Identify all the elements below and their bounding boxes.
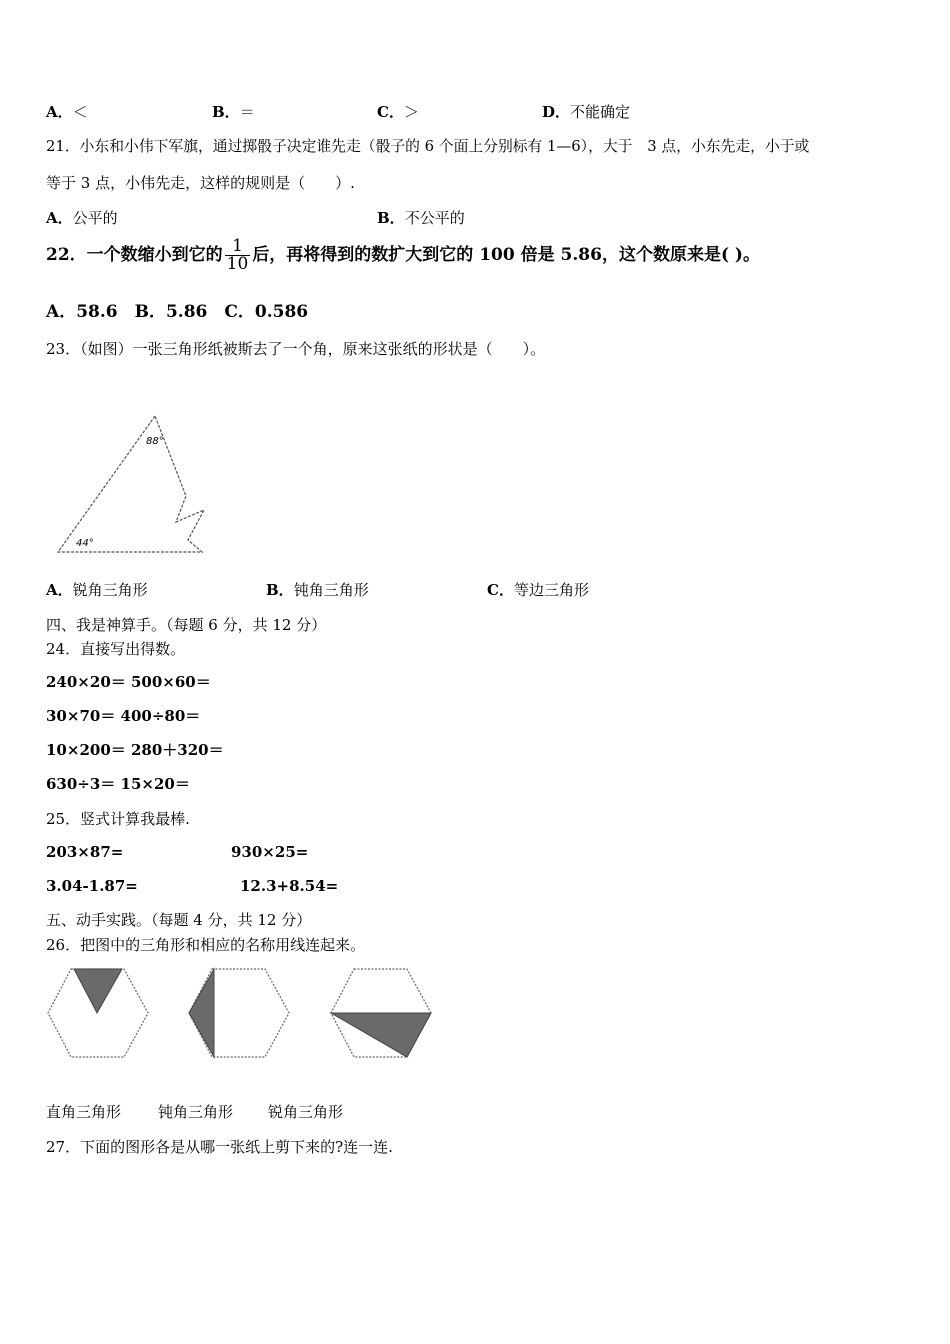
q24-row-1: 240×20＝ 500×60＝: [46, 673, 211, 691]
q26-stem: 26．把图中的三角形和相应的名称用线连起来。: [46, 936, 366, 954]
q25-item-4: 12.3+8.54=: [240, 877, 339, 895]
q21-option-a: A．公平的: [46, 209, 118, 227]
q24-row-2: 30×70＝ 400÷80＝: [46, 707, 201, 725]
angle-44-label: 44°: [76, 538, 94, 549]
q25-item-3: 3.04-1.87=: [46, 877, 138, 895]
q22-options: A．58.6 B．5.86 C．0.586: [46, 302, 309, 322]
name-right-triangle: 直角三角形: [46, 1103, 122, 1121]
section4-heading: 四、我是神算手。（每题 6 分，共 12 分）: [46, 616, 327, 634]
q25-stem: 25．竖式计算我最棒.: [46, 810, 190, 828]
q20-option-a: A．＜: [46, 103, 88, 121]
torn-triangle-figure: [50, 410, 215, 560]
obtuse-triangle-shaded: [189, 969, 214, 1057]
q24-stem: 24．直接写出得数。: [46, 640, 186, 658]
q21-option-b: B．不公平的: [377, 209, 465, 227]
q25-item-1: 203×87=: [46, 843, 124, 861]
q23-option-b: B．钝角三角形: [266, 581, 369, 599]
q25-item-2: 930×25=: [231, 843, 309, 861]
hexagon-2-figure: [187, 966, 293, 1060]
q24-row-3: 10×200＝ 280＋320＝: [46, 741, 224, 759]
q27-stem: 27．下面的图形各是从哪一张纸上剪下来的?连一连.: [46, 1138, 393, 1156]
section5-heading: 五、动手实践。（每题 4 分，共 12 分）: [46, 911, 312, 929]
q20-option-d: D．不能确定: [542, 103, 631, 121]
q24-row-4: 630÷3＝ 15×20＝: [46, 775, 190, 793]
q22-stem: 22．一个数缩小到它的 $\frac{1}{10}$ 后，再将得到的数扩大到它的 100 倍是 5.86，这个数原来是( )。: [46, 236, 760, 274]
q23-option-c: C．等边三角形: [487, 581, 589, 599]
angle-88-label: 88°: [146, 436, 164, 447]
q22-fraction: $\frac{1}{10}$: [226, 236, 249, 274]
q21-stem-line1: 21．小东和小伟下军旗，通过掷骰子决定谁先走（骰子的 6 个面上分别标有 1—6），大于 3 点，小东先走，小于或: [46, 138, 810, 155]
q20-option-b: B．＝: [212, 103, 255, 121]
q23-stem: 23．（如图）一张三角形纸被斯去了一个角，原来这张纸的形状是（ ）。: [46, 340, 546, 358]
hexagon-1-figure: [46, 966, 152, 1060]
name-acute-triangle: 锐角三角形: [268, 1103, 344, 1121]
hexagon-3-figure: [329, 966, 435, 1060]
q21-stem-line2: 等于 3 点，小伟先走，这样的规则是（ ）.: [46, 174, 355, 192]
q23-option-a: A．锐角三角形: [46, 581, 148, 599]
q20-option-c: C．＞: [377, 103, 419, 121]
name-obtuse-triangle: 钝角三角形: [158, 1103, 234, 1121]
